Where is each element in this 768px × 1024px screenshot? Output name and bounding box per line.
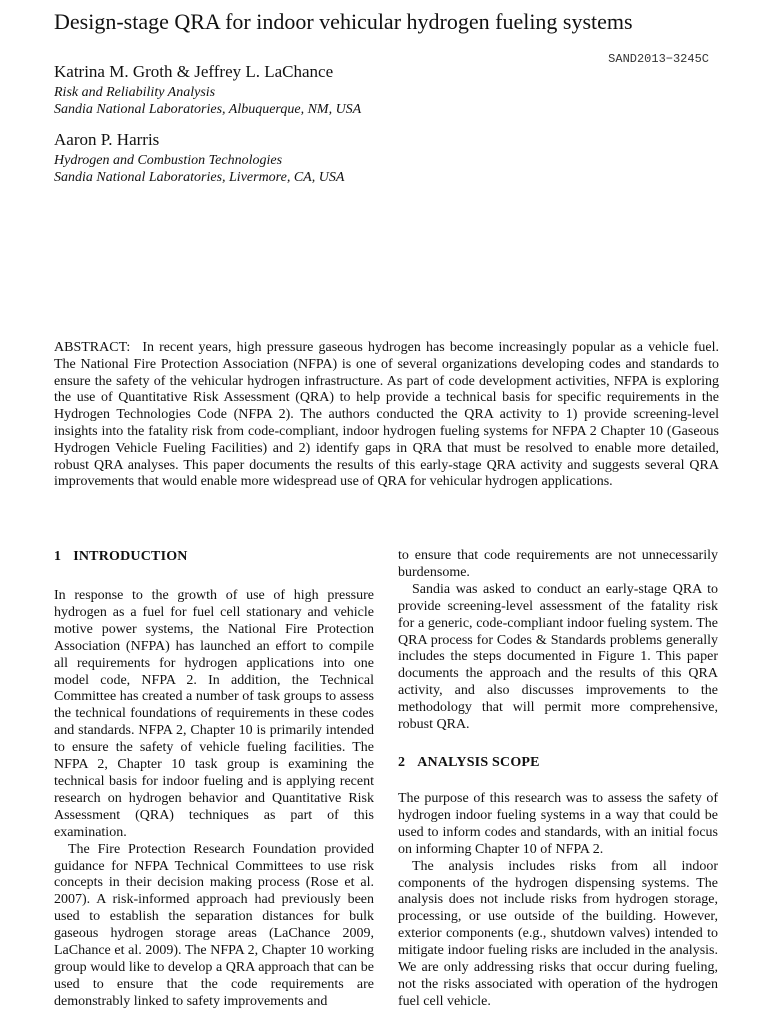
intro-paragraph-2-continued: to ensure that code requirements are not unnecessarily burdensome. bbox=[398, 548, 718, 580]
report-number: SAND2013−3245C bbox=[608, 52, 709, 66]
abstract bbox=[54, 340, 719, 491]
author-block-2 bbox=[54, 130, 654, 186]
author-department: Hydrogen and Combustion Technologies bbox=[54, 153, 283, 168]
abstract-text: In recent years, high pressure gaseous hydrogen has become increasingly popular as a vehicle fuel. The National Fire Protection Association (NFPA) is one of several organizations developing codes and standards to ensure the safety of the vehicular hydrogen infrastructure. As part of code development activities, NFPA is exploring the use of Quantitative Risk Assessment (QRA) to help provide a technical basis for specific requirements in the Hydrogen Technologies Code (NFPA 2). The authors conducted the QRA activity to 1) provide screening-level insights into the fatality risk from code-compliant, indoor hydrogen fueling systems for NFPA 2 Chapter 10 (Gaseous Hydrogen Vehicle Fueling Facilities) and 2) identify gaps in QRA that must be resolved to enable more detailed, robust QRA analyses. This paper documents the results of this early-stage QRA activity and suggests several QRA improvements that would enable more widespread use of QRA for vehicular hydrogen applications. bbox=[54, 340, 719, 490]
author-block-1 bbox=[54, 62, 654, 118]
section-heading-analysis-scope bbox=[398, 754, 718, 771]
author-organization: Sandia National Laboratories, Albuquerque, NM, USA bbox=[54, 102, 362, 117]
abstract-label: ABSTRACT: bbox=[54, 340, 131, 355]
intro-paragraph-1: In response to the growth of use of high pressure hydrogen as a fuel for fuel cell stationary and vehicle motive power systems, the National Fire Protection Association (NFPA) has launched an effort to compile all requirements for hydrogen applications into one model code, NFPA 2. In addition, the Technical Committee has created a number of task groups to assess the technical foundations of requirements in these codes and standards. NFPA 2, Chapter 10 is primarily intended to ensure the safety of vehicle fueling facilities. The NFPA 2, Chapter 10 task group is examining the technical basis for indoor fueling and is applying recent research on hydrogen behavior and Quantitative Risk Assessment (QRA) techniques as part of this examination. bbox=[54, 588, 374, 840]
author-organization: Sandia National Laboratories, Livermore, CA, USA bbox=[54, 170, 345, 185]
author-names: Katrina M. Groth & Jeffrey L. LaChance bbox=[54, 62, 334, 81]
scope-paragraph-1: The purpose of this research was to assess the safety of hydrogen indoor fueling systems in a way that could be used to inform codes and standards, with an initial focus on informing Chapter 10 of NFPA 2. bbox=[398, 790, 718, 857]
intro-paragraph-2: The Fire Protection Research Foundation provided guidance for NFPA Technical Committees to use risk concepts in their decision making process (Rose et al. 2007). A risk-informed approach had previously been used to establish the separation distances for bulk gaseous hydrogen storage areas (LaChance 2009, LaChance et al. 2009). The NFPA 2, Chapter 10 working group would like to develop a QRA approach that can be used to ensure that the code requirements are demonstrably linked to safety improvements and bbox=[54, 841, 374, 1009]
author-department: Risk and Reliability Analysis bbox=[54, 85, 216, 100]
section-heading-introduction bbox=[54, 548, 374, 565]
intro-paragraph-3: Sandia was asked to conduct an early-stage QRA to provide screening-level assessment of the fatality risk for a generic, code-compliant indoor fueling system. The QRA process for Codes & Standards problems generally includes the steps documented in Figure 1. This paper documents the approach and the results of this QRA activity, and also discusses improvements to the methodology that will permit more comprehensive, robust QRA. bbox=[398, 581, 718, 733]
left-column bbox=[54, 548, 374, 1011]
section-title: INTRODUCTION bbox=[73, 549, 188, 564]
author-names: Aaron P. Harris bbox=[54, 130, 160, 149]
right-column bbox=[398, 548, 718, 1011]
section-number: 1 bbox=[54, 549, 62, 564]
scope-paragraph-2: The analysis includes risks from all indoor components of the hydrogen dispensing systems. The analysis does not include risks from hydrogen storage, processing, or use outside of the building. However, exterior components (e.g., shutdown valves) intended to mitigate indoor fueling risks are included in the analysis. We are only addressing risks that occur during fueling, not the risks associated with operation of the hydrogen fuel cell vehicle. bbox=[398, 858, 718, 1009]
paper-title: Design-stage QRA for indoor vehicular hydrogen fueling systems bbox=[54, 9, 633, 34]
section-number: 2 bbox=[398, 754, 406, 770]
section-title: ANALYSIS SCOPE bbox=[417, 754, 540, 770]
